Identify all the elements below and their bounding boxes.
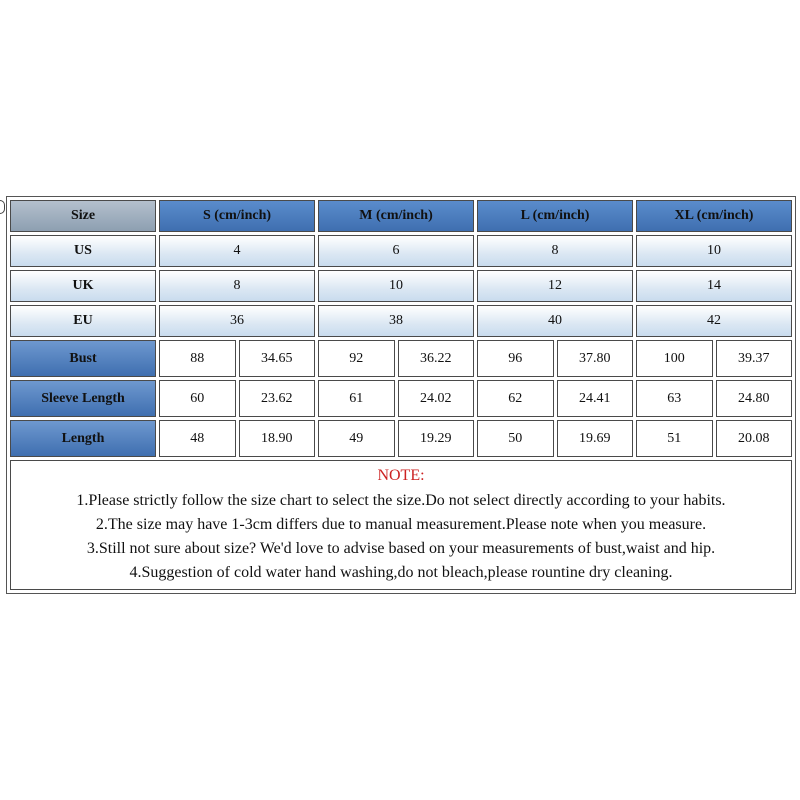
- table-cell: 18.90: [239, 420, 316, 457]
- conversion-row-eu: [10, 305, 792, 337]
- table-cell: 10: [318, 270, 474, 302]
- table-cell: 23.62: [239, 380, 316, 417]
- table-cell: 14: [636, 270, 792, 302]
- table-cell: 62: [477, 380, 554, 417]
- size-table: [6, 196, 796, 594]
- row-label-eu: EU: [10, 305, 156, 337]
- table-cell: 42: [636, 305, 792, 337]
- notes-box: [10, 460, 792, 590]
- size-header-cell: Size: [10, 200, 156, 232]
- table-cell: 6: [318, 235, 474, 267]
- column-header-m: M (cm/inch): [318, 200, 474, 232]
- table-cell: 24.02: [398, 380, 475, 417]
- row-label-length: Length: [10, 420, 156, 457]
- note-line-2: 2.The size may have 1-3cm differs due to manual measurement.Please note when you measure.: [95, 516, 707, 533]
- size-chart: [6, 196, 796, 594]
- table-cell: 37.80: [557, 340, 634, 377]
- row-label-us: US: [10, 235, 156, 267]
- column-header-xl: XL (cm/inch): [636, 200, 792, 232]
- measurement-row-bust: [10, 340, 792, 377]
- table-cell: 24.41: [557, 380, 634, 417]
- note-line-4: 4.Suggestion of cold water hand washing,do not bleach,please rountine dry cleaning.: [129, 564, 673, 581]
- column-header-l: L (cm/inch): [477, 200, 633, 232]
- conversion-row-us: [10, 235, 792, 267]
- table-cell: 40: [477, 305, 633, 337]
- edge-marker: [0, 200, 5, 214]
- table-cell: 24.80: [716, 380, 793, 417]
- conversion-row-uk: [10, 270, 792, 302]
- table-cell: 51: [636, 420, 713, 457]
- table-cell: 63: [636, 380, 713, 417]
- table-cell: 8: [159, 270, 315, 302]
- table-cell: 36.22: [398, 340, 475, 377]
- table-cell: 4: [159, 235, 315, 267]
- table-cell: 8: [477, 235, 633, 267]
- note-line-1: 1.Please strictly follow the size chart to select the size.Do not select directly according to your habits.: [76, 492, 726, 509]
- table-cell: 88: [159, 340, 236, 377]
- table-cell: 48: [159, 420, 236, 457]
- column-header-s: S (cm/inch): [159, 200, 315, 232]
- note-line-3: 3.Still not sure about size? We'd love to advise based on your measurements of bust,waist and hip.: [86, 540, 716, 557]
- table-cell: 19.29: [398, 420, 475, 457]
- header-row: [10, 200, 792, 232]
- note-title: NOTE:: [377, 467, 425, 484]
- table-cell: 36: [159, 305, 315, 337]
- measurement-row-length: [10, 420, 792, 457]
- table-cell: 100: [636, 340, 713, 377]
- table-cell: 10: [636, 235, 792, 267]
- table-cell: 34.65: [239, 340, 316, 377]
- table-cell: 38: [318, 305, 474, 337]
- table-cell: 12: [477, 270, 633, 302]
- measurement-row-sleeve-length: [10, 380, 792, 417]
- table-cell: 39.37: [716, 340, 793, 377]
- row-label-sleeve-length: Sleeve Length: [10, 380, 156, 417]
- table-cell: 50: [477, 420, 554, 457]
- table-cell: 96: [477, 340, 554, 377]
- table-cell: 49: [318, 420, 395, 457]
- row-label-uk: UK: [10, 270, 156, 302]
- table-cell: 60: [159, 380, 236, 417]
- notes-row: [10, 460, 792, 590]
- table-cell: 61: [318, 380, 395, 417]
- row-label-bust: Bust: [10, 340, 156, 377]
- table-cell: 20.08: [716, 420, 793, 457]
- table-cell: 19.69: [557, 420, 634, 457]
- table-cell: 92: [318, 340, 395, 377]
